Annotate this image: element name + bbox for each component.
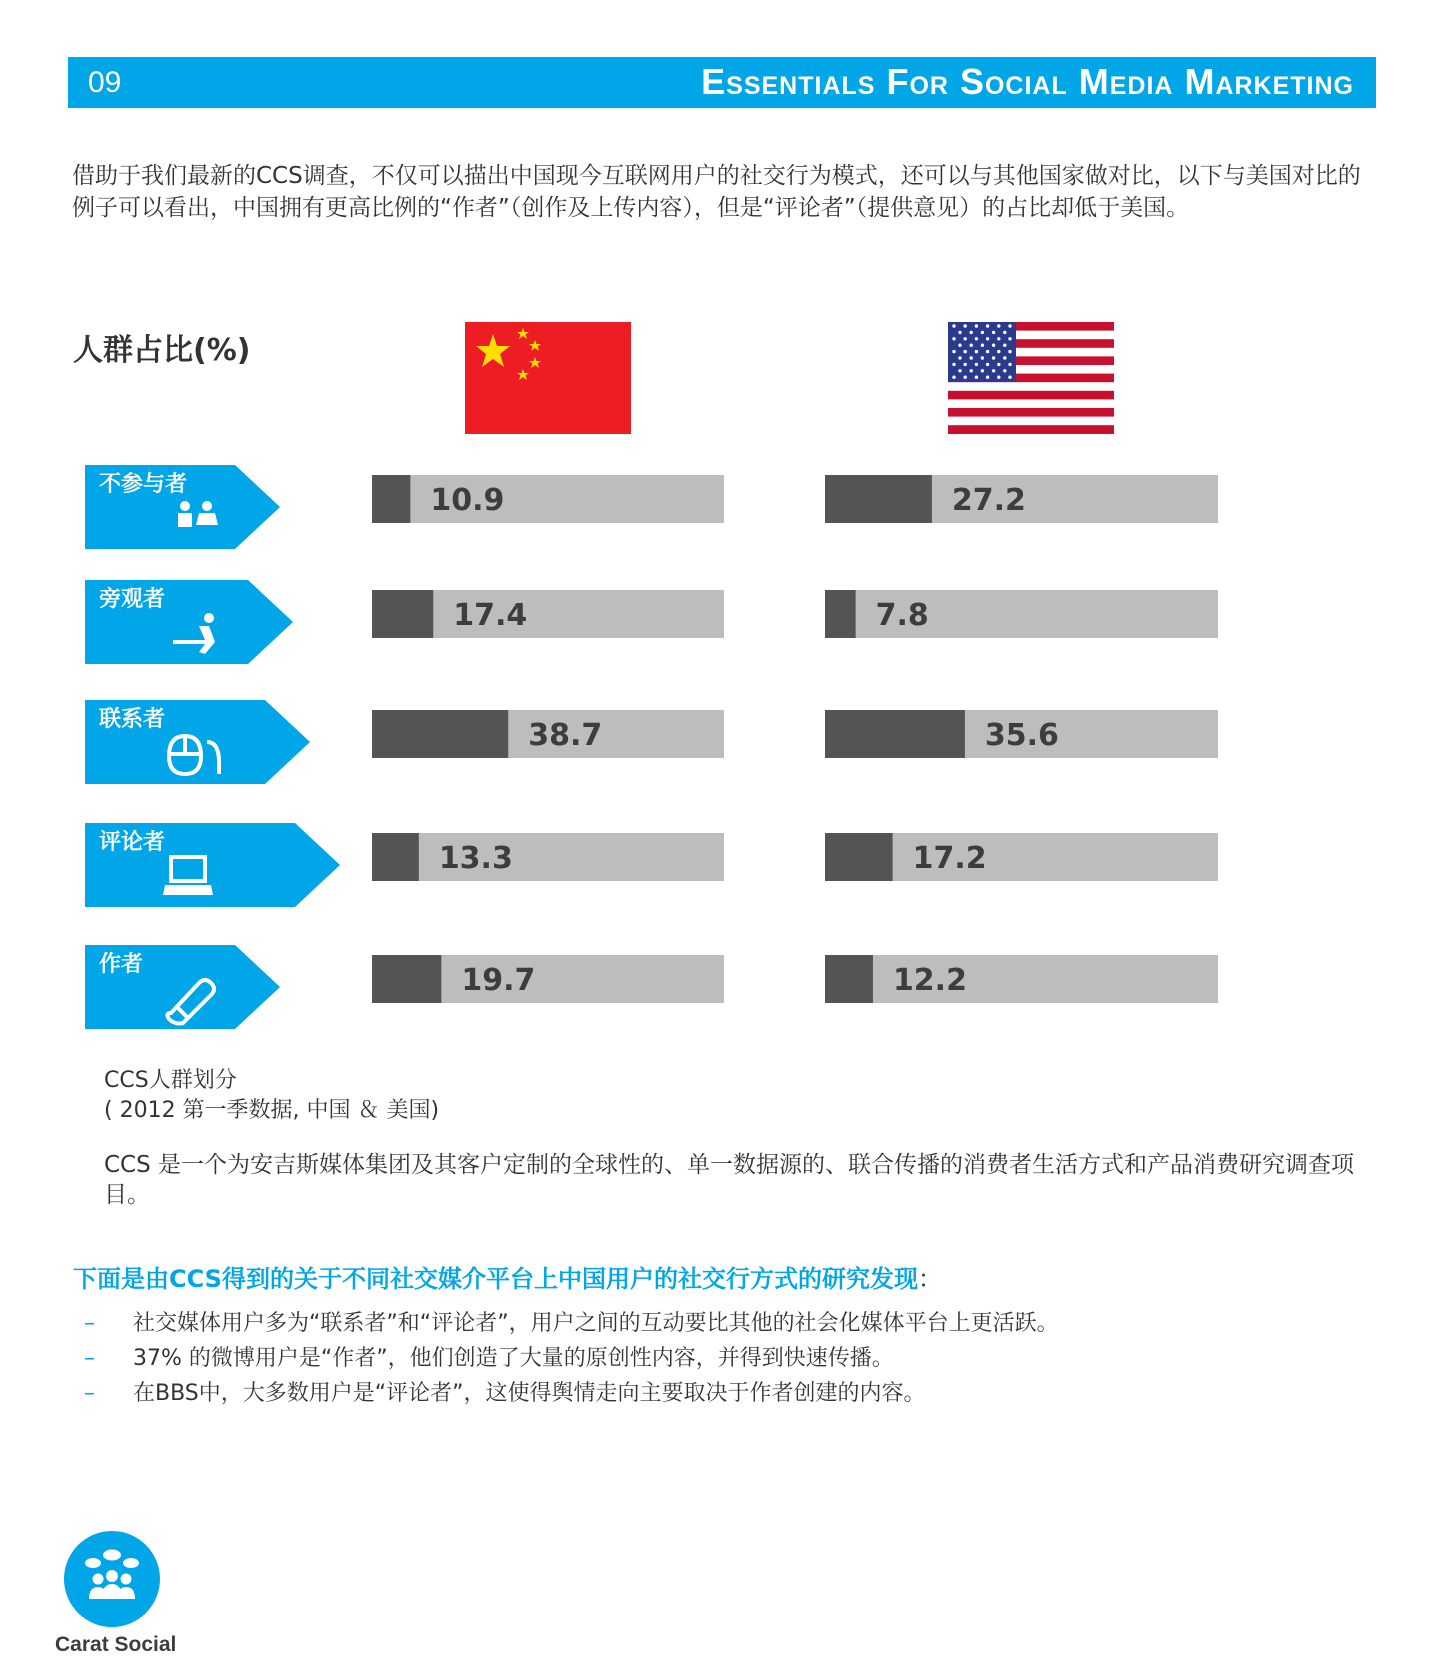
- category-label: 联系者: [99, 707, 166, 732]
- bullet-dash: –: [84, 1381, 95, 1406]
- source-line-2: ( 2012 第一季数据, 中国 ＆ 美国): [104, 1098, 440, 1123]
- bar-value: [825, 590, 856, 638]
- logo-text: Carat Social: [55, 1633, 177, 1656]
- data-label: 35.6: [984, 718, 1059, 753]
- findings-heading: [73, 1259, 942, 1294]
- category-label: 旁观者: [99, 587, 166, 612]
- data-label: 13.3: [438, 841, 513, 876]
- source-note: [104, 1066, 439, 1126]
- bar-value: [372, 475, 410, 523]
- category-label: 不参与者: [99, 472, 188, 497]
- list-item: [84, 1341, 1059, 1376]
- findings-heading-colon: ：: [917, 1265, 942, 1293]
- data-label: 17.2: [912, 841, 987, 876]
- list-item: [84, 1306, 1059, 1341]
- bar-track: [825, 955, 1218, 1003]
- carat-social-logo: [55, 1527, 185, 1663]
- chart-title: 人群占比(%): [73, 333, 251, 368]
- bar-track: [372, 833, 724, 881]
- data-label: 19.7: [461, 963, 536, 998]
- header-title: Essentials For Social Media Marketing: [701, 61, 1354, 102]
- bar-value: [825, 710, 965, 758]
- category-label: 作者: [99, 952, 144, 977]
- bar-value: [372, 590, 433, 638]
- bullet-dash: –: [84, 1311, 95, 1336]
- bar-value: [825, 833, 893, 881]
- bar-value: [372, 955, 441, 1003]
- list-item: [84, 1376, 1059, 1411]
- category-label: 评论者: [99, 830, 166, 855]
- bar-value: [825, 955, 873, 1003]
- data-label: 17.4: [453, 598, 528, 633]
- finding-text: 社交媒体用户多为“联系者”和“评论者”，用户之间的互动要比其他的社会化媒体平台上更活跃。: [133, 1311, 1059, 1336]
- findings-heading-text: 下面是由CCS得到的关于不同社交媒介平台上中国用户的社交行方式的研究发现: [73, 1265, 918, 1293]
- bar-value: [825, 475, 932, 523]
- data-label: 38.7: [528, 718, 603, 753]
- findings-list: [84, 1306, 1059, 1411]
- bar-value: [372, 710, 508, 758]
- finding-text: 在BBS中，大多数用户是“评论者”，这使得舆情走向主要取决于作者创建的内容。: [133, 1381, 926, 1406]
- data-label: 12.2: [892, 963, 967, 998]
- data-label: 27.2: [951, 483, 1026, 518]
- bar-track: [372, 475, 724, 523]
- source-line-1: CCS人群划分: [104, 1068, 237, 1093]
- ccs-description: CCS 是一个为安吉斯媒体集团及其客户定制的全球性的、单一数据源的、联合传播的消费者生活方式和产品消费研究调查项目。: [104, 1152, 1355, 1208]
- bullet-dash: –: [84, 1346, 95, 1371]
- data-label: 7.8: [875, 598, 929, 633]
- finding-text: 37% 的微博用户是“作者”，他们创造了大量的原创性内容，并得到快速传播。: [133, 1346, 894, 1371]
- bar-value: [372, 833, 419, 881]
- data-label: 10.9: [430, 483, 505, 518]
- intro-text: 借助于我们最新的CCS调查，不仅可以描出中国现今互联网用户的社交行为模式，还可以与其他国家做对比，以下与美国对比的例子可以看出，中国拥有更高比例的“作者”（创作及上传内容），但是“评论者”（提供意见）的占比却低于美国。: [72, 163, 1361, 221]
- page-number: 09: [88, 66, 122, 99]
